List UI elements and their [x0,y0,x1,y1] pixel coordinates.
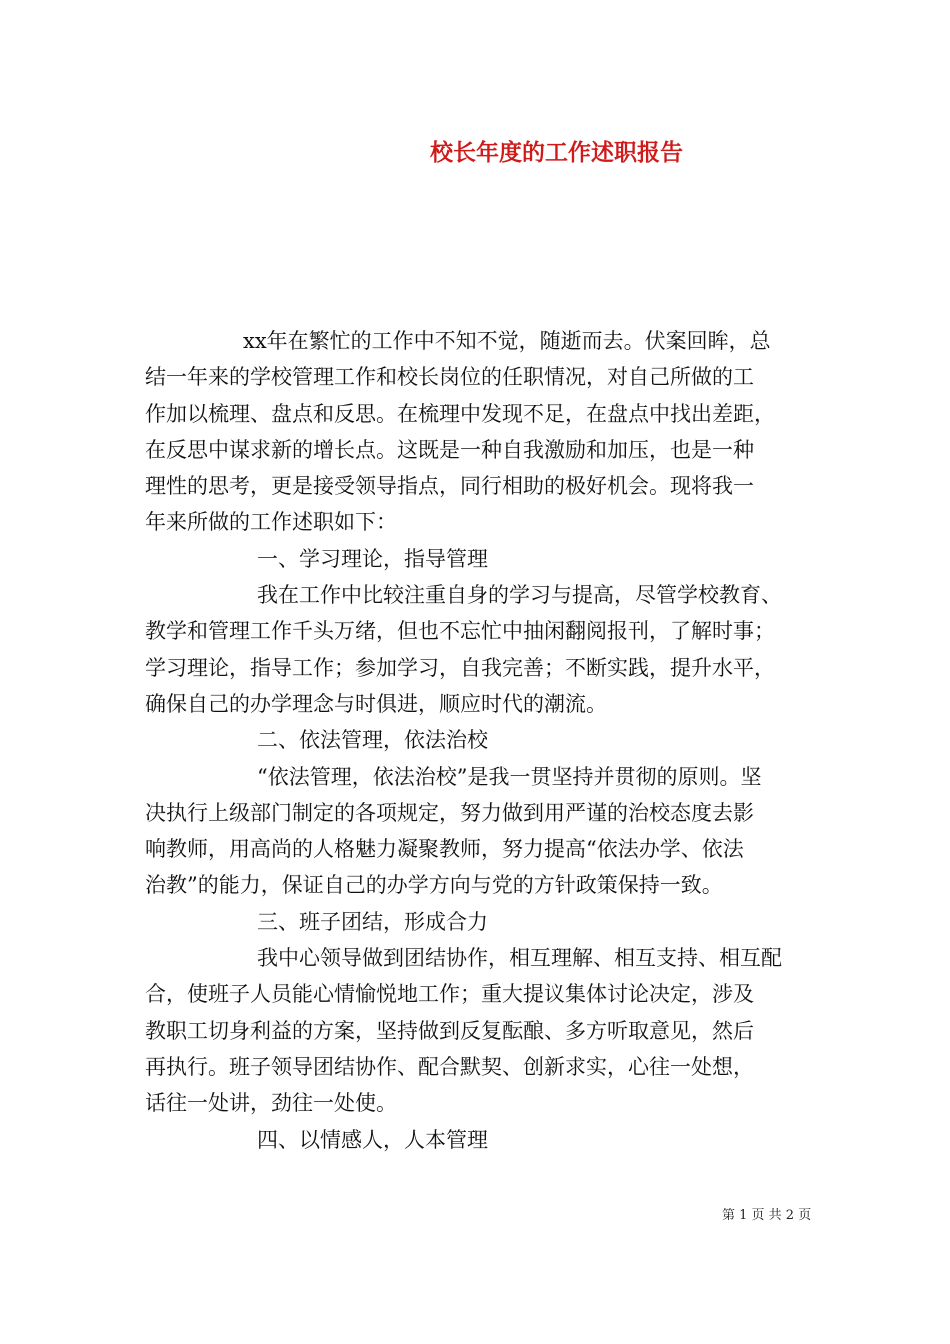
paragraph-line: 我在工作中比较注重自身的学习与提高，尽管学校教育、 [257,583,782,608]
paragraph-line: 响教师，用高尚的人格魅力凝聚教师，努力提高“依法办学、依法 [145,837,744,862]
page-number-footer: 第 1 页 共 2 页 [722,1208,812,1223]
document-body [145,323,807,1158]
paragraph-line: 作加以梳理、盘点和反思。在梳理中发现不足，在盘点中找出差距， [145,401,775,426]
paragraph-line: 我中心领导做到团结协作，相互理解、相互支持、相互配 [257,946,782,971]
section-heading: 四、以情感人，人本管理 [257,1127,488,1152]
section-heading: 一、学习理论，指导管理 [257,546,488,571]
paragraph-line: 再执行。班子领导团结协作、配合默契、创新求实，心往一处想， [145,1054,754,1079]
section-heading: 二、依法管理，依法治校 [257,728,488,753]
paragraph-line: xx年在繁忙的工作中不知不觉，随逝而去。伏案回眸，总 [243,329,771,353]
paragraph-line: 决执行上级部门制定的各项规定，努力做到用严谨的治校态度去影 [145,800,754,825]
paragraph-line: “依法管理，依法治校”是我一贯坚持并贯彻的原则。坚 [257,764,762,789]
section-heading: 三、班子团结，形成合力 [257,909,488,934]
paragraph-line: 治教”的能力，保证自己的办学方向与党的方针政策保持一致。 [145,873,723,898]
paragraph-line: 在反思中谋求新的增长点。这既是一种自我激励和加压，也是一种 [145,437,754,462]
paragraph-line: 确保自己的办学理念与时俱进，顺应时代的潮流。 [145,691,607,716]
paragraph-line: 学习理论，指导工作；参加学习，自我完善；不断实践，提升水平， [145,655,775,680]
paragraph-line: 理性的思考，更是接受领导指点，同行相助的极好机会。现将我一 [145,474,754,499]
paragraph-line: 教学和管理工作千头万绪，但也不忘忙中抽闲翻阅报刊，了解时事； [145,619,775,644]
paragraph-line: 教职工切身利益的方案，坚持做到反复酝酿、多方听取意见，然后 [145,1018,754,1043]
paragraph-line: 年来所做的工作述职如下： [145,510,397,535]
paragraph-line: 话往一处讲，劲往一处使。 [145,1091,397,1116]
paragraph-line: 合，使班子人员能心情愉悦地工作；重大提议集体讨论决定，涉及 [145,982,754,1007]
document-title: 校长年度的工作述职报告 [430,139,683,166]
paragraph-line: 结一年来的学校管理工作和校长岗位的任职情况，对自己所做的工 [145,365,754,390]
